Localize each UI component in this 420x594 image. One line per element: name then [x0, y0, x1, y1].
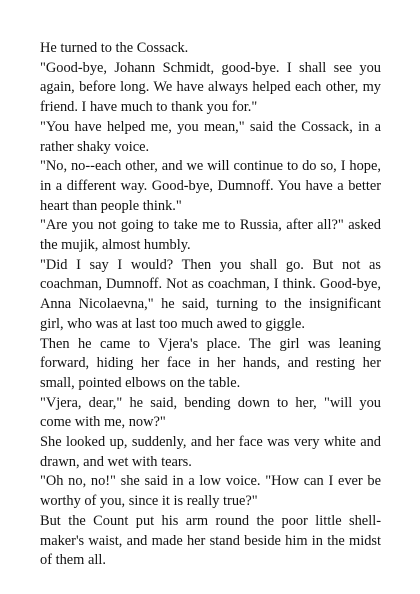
paragraph: "No, no--each other, and we will continue to do so, I hope, in a different way. Good-bye, Dumnoff. You have a better heart than people think." [40, 158, 381, 214]
text-body [40, 39, 381, 571]
paragraph: But the Count put his arm round the poor little shell-maker's waist, and made her stand beside him in the midst of them all. [40, 512, 381, 569]
paragraph: "Oh no, no!" she said in a low voice. "How can I ever be worthy of you, since it is really true?" [40, 473, 381, 510]
paragraph: "You have helped me, you mean," said the Cossack, in a rather shaky voice. [40, 118, 381, 155]
paragraph: "Vjera, dear," he said, bending down to her, "will you come with me, now?" [40, 394, 381, 431]
paragraph: "Good-bye, Johann Schmidt, good-bye. I shall see you again, before long. We have always helped each other, my friend. I have much to thank you for." [40, 59, 381, 116]
paragraph: "Are you not going to take me to Russia, after all?" asked the mujik, almost humbly. [40, 217, 381, 254]
paragraph: He turned to the Cossack. [40, 40, 189, 56]
paragraph: She looked up, suddenly, and her face was very white and drawn, and wet with tears. [40, 434, 381, 470]
paragraph: "Did I say I would? Then you shall go. But not as coachman, Dumnoff. Not as coachman, I think. Good-bye, Anna Nicolaevna," he said, turning to the insignificant girl, who was at last too much awed to giggle. [40, 256, 381, 332]
paragraph: Then he came to Vjera's place. The girl was leaning forward, hiding her face in her hands, and resting her small, pointed elbows on the table. [40, 335, 381, 391]
